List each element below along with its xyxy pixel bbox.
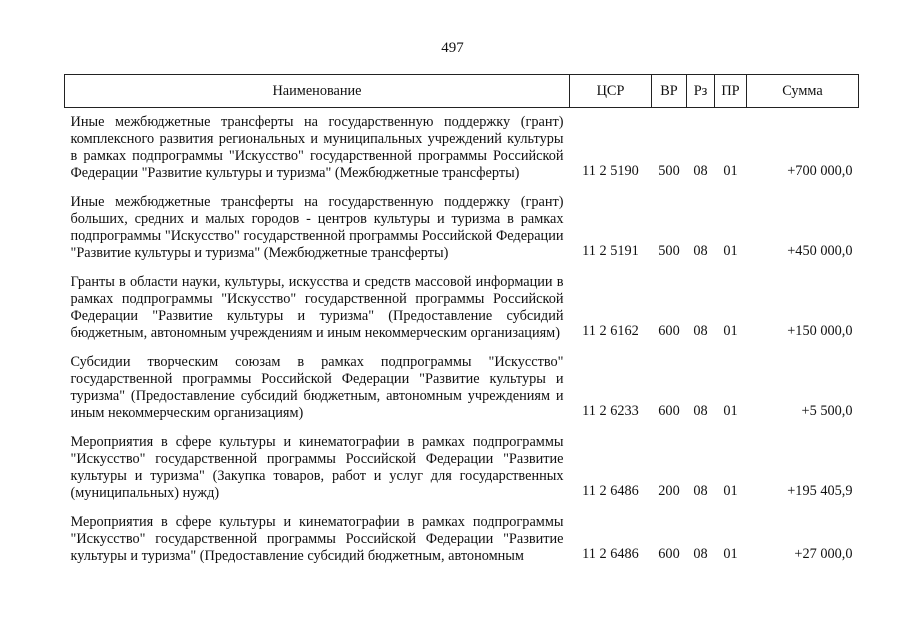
row-vr: 500 [658, 163, 680, 179]
header-vr: ВР [652, 75, 687, 108]
row-pr: 01 [723, 483, 738, 499]
row-csr: 11 2 6233 [582, 403, 639, 419]
row-vr: 600 [658, 323, 680, 339]
row-vr: 500 [658, 243, 680, 259]
header-pr: ПР [715, 75, 747, 108]
row-pr: 01 [723, 403, 738, 419]
row-sum: +150 000,0 [787, 323, 853, 339]
row-csr: 11 2 6486 [582, 546, 639, 562]
page-number: 497 [441, 40, 464, 56]
row-rz: 08 [693, 403, 708, 419]
row-sum: +450 000,0 [787, 243, 853, 259]
table-row [65, 428, 859, 508]
row-rz: 08 [693, 163, 708, 179]
row-name: Иные межбюджетные трансферты на государственную поддержку (грант) комплексного развития региональных и муниципальных учреждений культуры в рамках подпрограммы "Искусство" государственной программы Российской Федерации "Развитие культуры и туризма" (Межбюджетные трансферты) [70, 114, 564, 181]
row-sum: +5 500,0 [801, 403, 853, 419]
row-rz: 08 [693, 483, 708, 499]
row-rz: 08 [693, 243, 708, 259]
table-row [65, 268, 859, 348]
row-vr: 200 [658, 483, 680, 499]
table-row [65, 348, 859, 428]
table-header-row [65, 75, 859, 108]
row-name: Иные межбюджетные трансферты на государственную поддержку (грант) больших, средних и малых городов - центров культуры и туризма в рамках подпрограммы "Искусство" государственной программы Российской Федерации "Развитие культуры и туризма" (Межбюджетные трансферты) [70, 194, 564, 261]
row-pr: 01 [723, 323, 738, 339]
row-rz: 08 [693, 323, 708, 339]
table-row [65, 508, 859, 571]
row-vr: 600 [658, 546, 680, 562]
table-row [65, 108, 859, 189]
row-csr: 11 2 6162 [582, 323, 639, 339]
row-csr: 11 2 5190 [582, 163, 639, 179]
header-csr: ЦСР [570, 75, 652, 108]
row-pr: 01 [723, 163, 738, 179]
row-pr: 01 [723, 546, 738, 562]
row-sum: +195 405,9 [787, 483, 853, 499]
row-name: Мероприятия в сфере культуры и кинематографии в рамках подпрограммы "Искусство" государственной программы Российской Федерации "Развитие культуры и туризма" (Закупка товаров, работ и услуг для государственных (муниципальных) нужд) [70, 434, 564, 501]
row-csr: 11 2 5191 [582, 243, 639, 259]
header-rz: Рз [687, 75, 715, 108]
table-row [65, 188, 859, 268]
row-sum: +700 000,0 [787, 163, 853, 179]
header-name: Наименование [65, 75, 570, 108]
row-csr: 11 2 6486 [582, 483, 639, 499]
row-name: Гранты в области науки, культуры, искусства и средств массовой информации в рамках подпрограммы "Искусство" государственной программы Российской Федерации "Развитие культуры и туризма" (Предоставление субсидий бюджетным, автономным учреждениям и иным некоммерческим организациям) [70, 274, 564, 341]
row-name: Субсидии творческим союзам в рамках подпрограммы "Искусство" государственной программы Российской Федерации "Развитие культуры и туризма" (Предоставление субсидий бюджетным, автономным учреждениям и иным некоммерческим организациям) [70, 354, 564, 421]
row-pr: 01 [723, 243, 738, 259]
header-sum: Сумма [747, 75, 859, 108]
row-sum: +27 000,0 [794, 546, 853, 562]
row-name: Мероприятия в сфере культуры и кинематографии в рамках подпрограммы "Искусство" государственной программы Российской Федерации "Развитие культуры и туризма" (Предоставление субсидий бюджетным, автономным [70, 514, 564, 564]
row-vr: 600 [658, 403, 680, 419]
budget-table [64, 74, 859, 571]
row-rz: 08 [693, 546, 708, 562]
